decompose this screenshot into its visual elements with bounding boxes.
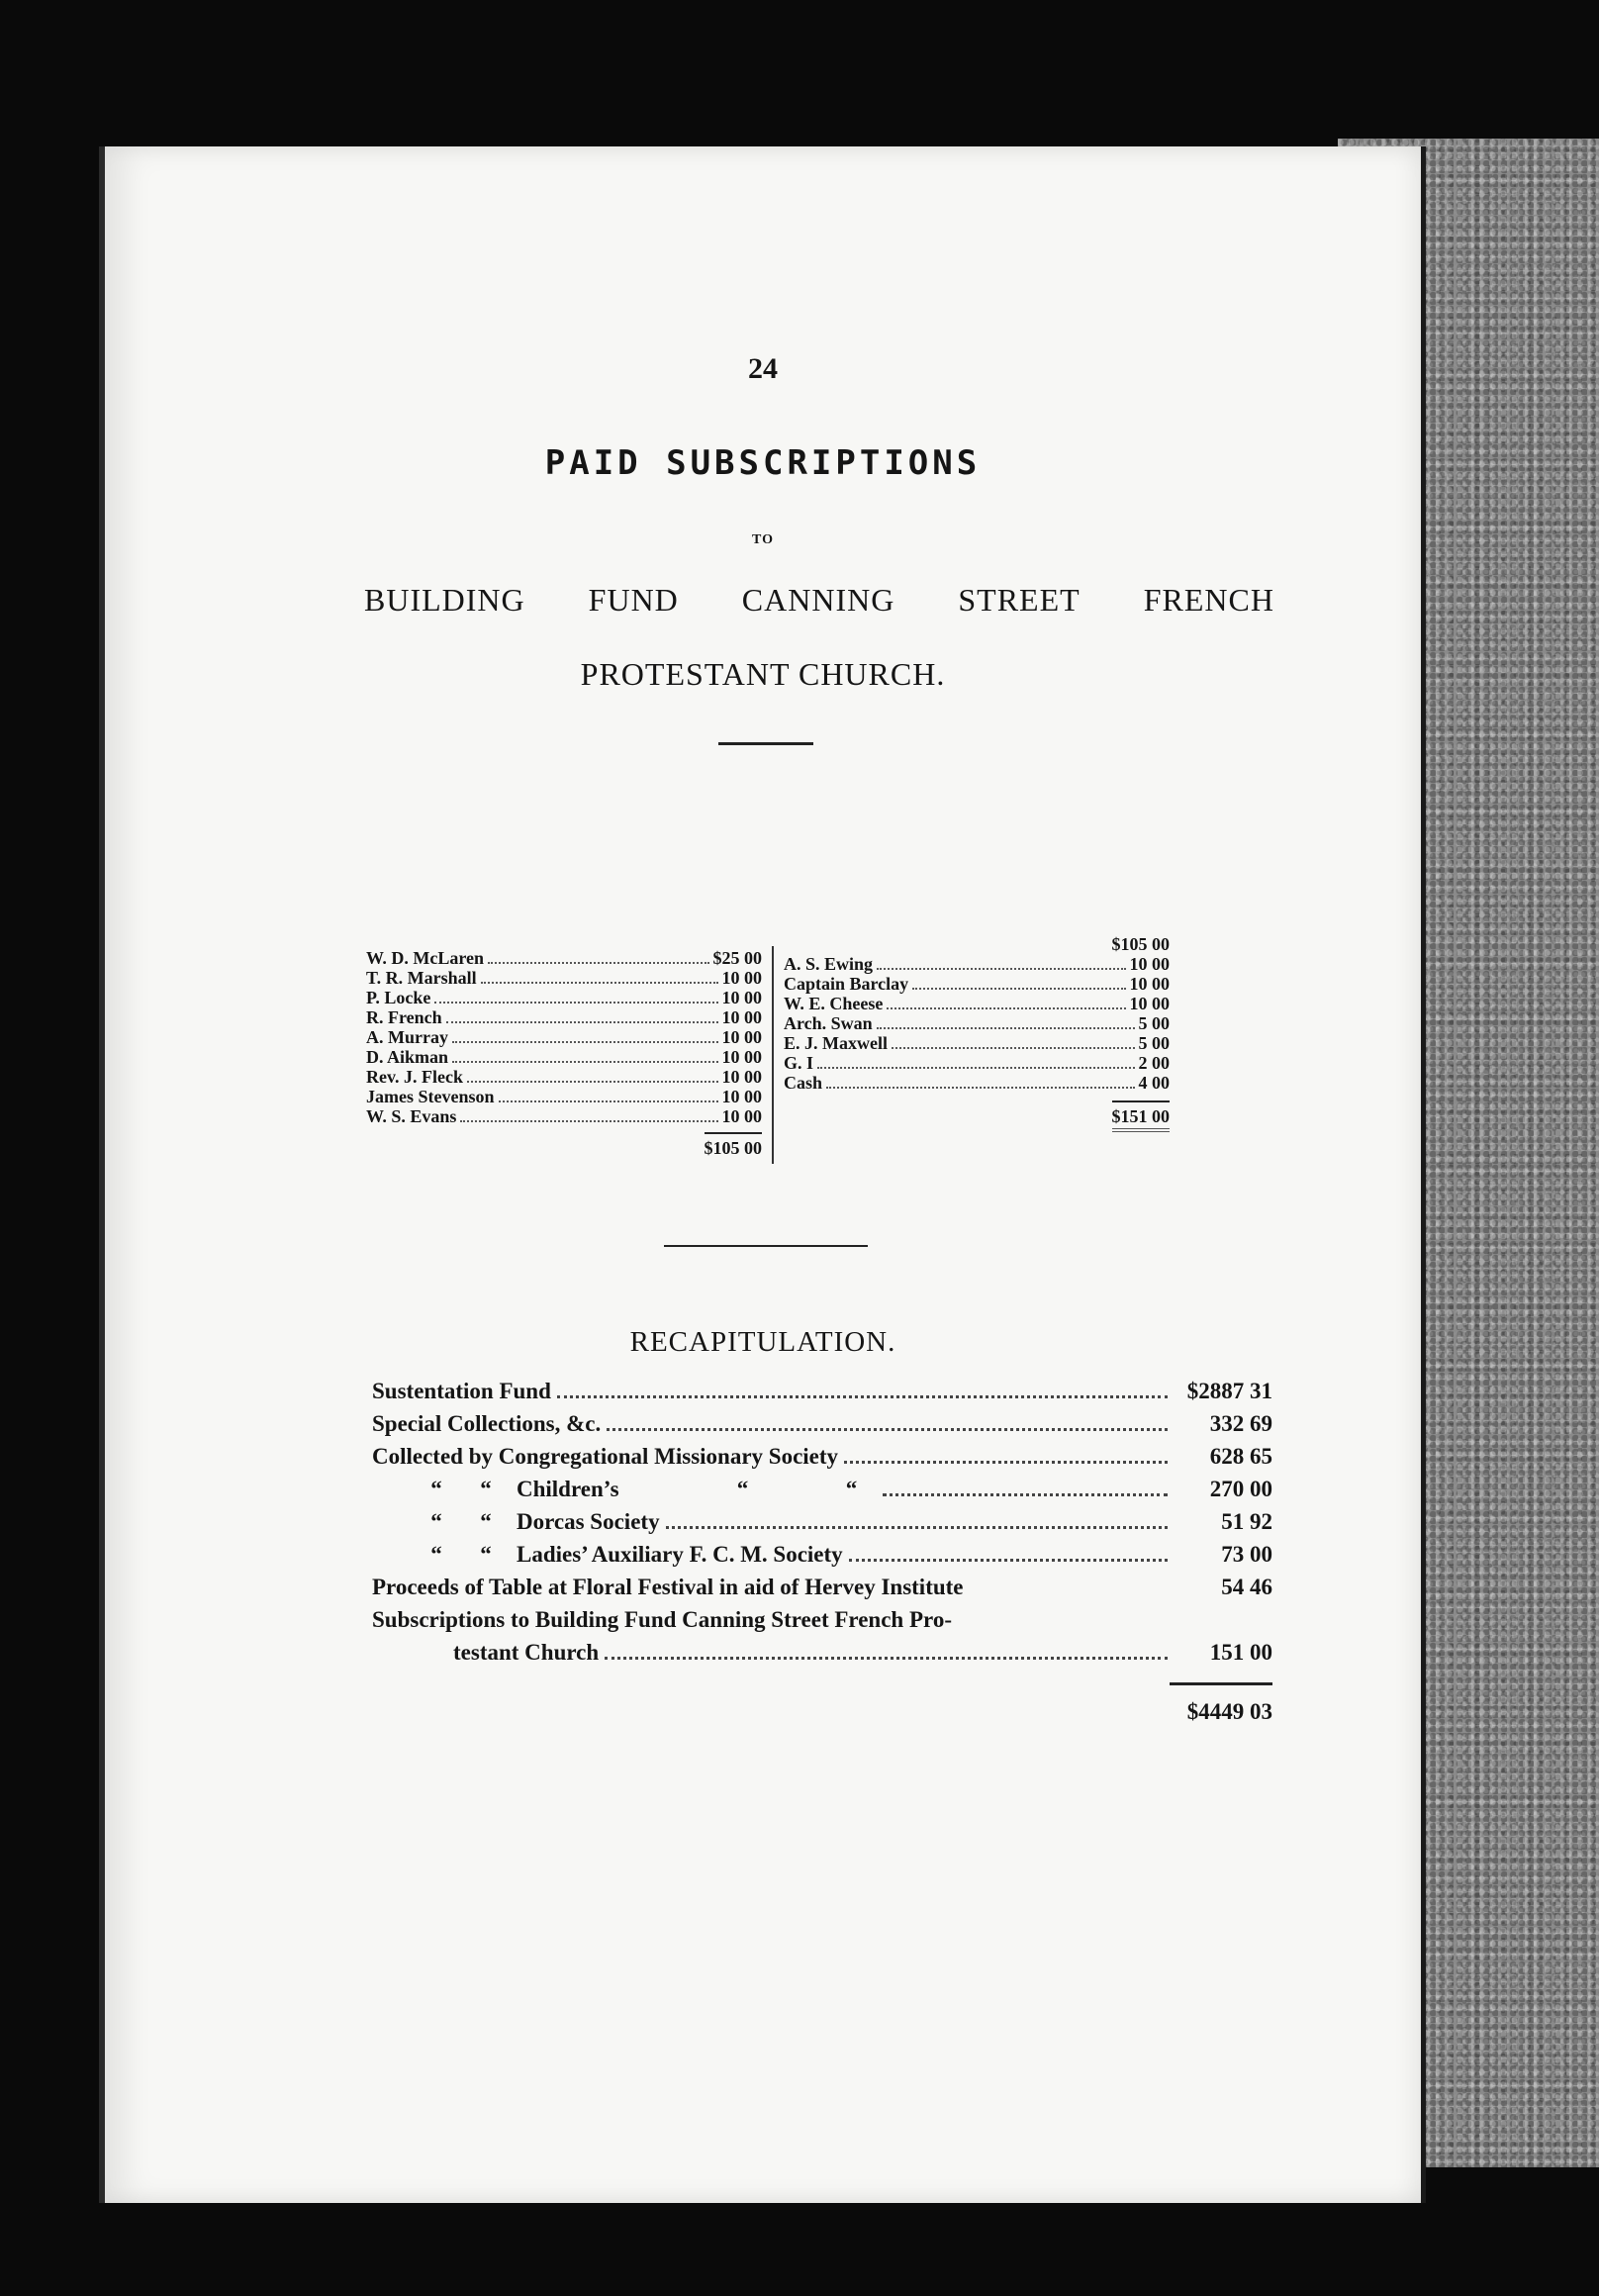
subscription-amount: 4 00 [1138,1073,1170,1093]
title-connector: TO [752,532,774,547]
recap-label: Special Collections, &c. [372,1411,602,1436]
ditto-mark: “ [845,1477,858,1501]
leader-dots [605,1657,1168,1660]
subscriber-name: D. Aikman [366,1047,449,1067]
leader-dots [849,1559,1168,1562]
recap-heading: RECAPITULATION. [629,1326,896,1358]
recap-amount: 628 65 [1209,1444,1272,1469]
subtitle-word: BUILDING [364,582,525,618]
subscription-total-wrap [784,1100,1170,1132]
subscription-row [784,1033,1170,1053]
recap-amount: 54 46 [1221,1575,1272,1599]
recap-row [372,1640,1272,1673]
subtitle-line-1 [364,582,1274,619]
leader-dots [557,1395,1168,1398]
subscription-row [366,968,762,988]
subscription-row [784,1053,1170,1073]
leader-dots [481,982,718,984]
leader-dots [887,1007,1125,1009]
subscriber-name: Arch. Swan [784,1013,873,1033]
recap-row [372,1444,1272,1477]
leader-dots [452,1061,717,1063]
subscription-amount: 10 00 [721,1027,762,1047]
subscriber-name: W. S. Evans [366,1106,457,1126]
subscription-amount: $25 00 [712,948,762,968]
recap-amount: 51 92 [1221,1509,1272,1534]
subscriber-name: James Stevenson [366,1087,495,1106]
subscription-total: $151 00 [1112,1100,1171,1132]
leader-dots [488,962,709,964]
subscription-amount: 10 00 [721,988,762,1007]
subscription-amount: 10 00 [721,1067,762,1087]
subscriber-name: Captain Barclay [784,974,909,994]
document-page [99,146,1426,2203]
leader-dots [826,1087,1134,1089]
leader-dots [666,1526,1168,1529]
subscription-amount: 10 00 [721,968,762,988]
leader-dots [844,1461,1168,1464]
subscriptions-right [784,934,1170,1132]
leader-dots [460,1120,717,1122]
subscriber-name: Rev. J. Fleck [366,1067,463,1087]
recap-row [372,1411,1272,1444]
section-rule [664,1245,868,1247]
subscriber-name: Cash [784,1073,823,1093]
subscription-amount: 10 00 [721,1106,762,1126]
subscription-row [784,1013,1170,1033]
subscription-amount: 10 00 [1129,974,1170,994]
recap-row [372,1542,1272,1575]
leader-dots [452,1041,718,1043]
leader-dots [607,1428,1168,1431]
leader-dots [912,988,1125,990]
subscription-amount: 10 00 [721,1047,762,1067]
recap-row [372,1379,1272,1411]
ditto-mark: “ [430,1509,442,1534]
subscription-row [366,1047,762,1067]
carried-forward: $105 00 [1111,934,1170,954]
subscription-amount: 2 00 [1138,1053,1170,1073]
subscription-row [366,988,762,1007]
recap-amount: $2887 31 [1186,1379,1272,1403]
recap-label: Children’s [517,1477,619,1501]
recap-row [372,1575,1272,1607]
recap-label: testant Church [453,1640,600,1665]
subscription-amount: 5 00 [1138,1033,1170,1053]
recap-label: Subscriptions to Building Fund Canning Street French Pro- [372,1607,952,1632]
subscriber-name: W. D. McLaren [366,948,484,968]
subtitle-word: FUND [588,582,679,618]
ditto-mark: “ [430,1477,442,1501]
subscription-amount: 5 00 [1138,1013,1170,1033]
subscriber-name: R. French [366,1007,442,1027]
ditto-mark: “ [480,1542,492,1567]
recap-amount: 151 00 [1209,1640,1272,1665]
subscription-row [366,1027,762,1047]
recap-total-wrap [372,1682,1272,1725]
leader-dots [877,1027,1135,1029]
subscription-amount: 10 00 [721,1007,762,1027]
recap-label: Dorcas Society [517,1509,660,1534]
leader-dots [817,1067,1134,1069]
subscriber-name: E. J. Maxwell [784,1033,888,1053]
subscriber-name: T. R. Marshall [366,968,477,988]
recap-row [372,1477,1272,1509]
subtitle-word: STREET [958,582,1081,618]
ditto-mark: “ [430,1542,442,1567]
subscription-row [366,1067,762,1087]
leader-dots [434,1002,717,1004]
subtitle-line-2: PROTESTANT CHURCH. [580,656,946,692]
subscription-amount: 10 00 [1129,994,1170,1013]
column-divider [772,946,774,1164]
recap-table [372,1379,1272,1725]
ditto-mark: “ [480,1509,492,1534]
leader-dots [446,1021,718,1023]
subscription-row [366,948,762,968]
page-number: 24 [748,352,778,385]
subscription-row [366,1106,762,1126]
subscription-row [784,994,1170,1013]
subscriber-name: A. S. Ewing [784,954,874,974]
subscription-row [366,1087,762,1106]
title-rule [718,742,813,745]
subscription-amount: 10 00 [1129,954,1170,974]
page-title: PAID SUBSCRIPTIONS [544,443,982,483]
ditto-mark: “ [736,1477,749,1501]
subscription-row [784,974,1170,994]
subscription-total: $105 00 [705,1132,763,1158]
subtitle-word: FRENCH [1143,582,1274,618]
recap-label: Collected by Congregational Missionary Society [372,1444,839,1469]
ditto-mark: “ [480,1477,492,1501]
leader-dots [883,1493,1168,1496]
subscriber-name: A. Murray [366,1027,448,1047]
recap-amount: 270 00 [1209,1477,1272,1501]
recap-label: Sustentation Fund [372,1379,551,1403]
recap-amount: 332 69 [1209,1411,1272,1436]
recap-row [372,1509,1272,1542]
subscriber-name: W. E. Cheese [784,994,884,1013]
subtitle-word: CANNING [741,582,895,618]
recap-label: Ladies’ Auxiliary F. C. M. Society [517,1542,843,1567]
subscriber-name: P. Locke [366,988,431,1007]
subscription-row [784,1073,1170,1093]
recap-row [372,1607,1272,1640]
recap-amount: 73 00 [1221,1542,1272,1567]
recap-label: Proceeds of Table at Floral Festival in aid of Hervey Institute [372,1575,964,1599]
subscription-total-wrap [366,1132,762,1158]
subscriber-name: G. I [784,1053,814,1073]
leader-dots [499,1100,718,1102]
subscription-row [366,1007,762,1027]
leader-dots [467,1081,718,1083]
subscription-row [784,954,1170,974]
recap-total: $4449 03 [1170,1682,1272,1725]
subscriptions-left [366,948,762,1158]
subscription-amount: 10 00 [721,1087,762,1106]
leader-dots [877,968,1125,970]
leader-dots [892,1047,1135,1049]
